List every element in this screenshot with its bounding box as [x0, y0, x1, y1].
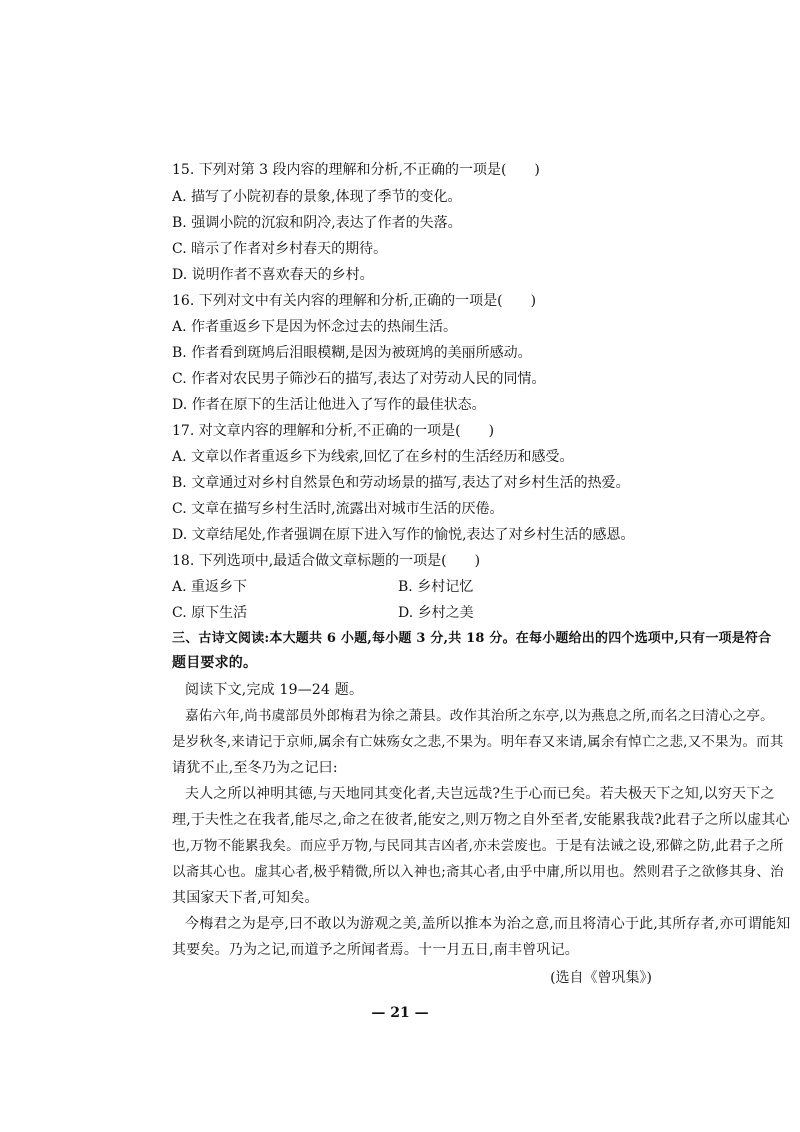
question-16-option-c: C. 作者对农民男子筛沙石的描写,表达了对劳动人民的同情。	[172, 371, 546, 387]
question-18-stem: 18. 下列选项中,最适合做文章标题的一项是( )	[172, 553, 481, 569]
question-18-option-c: C. 原下生活	[172, 605, 248, 621]
question-17-option-a: A. 文章以作者重返乡下为线索,回忆了在乡村的生活经历和感受。	[172, 449, 574, 465]
question-16-option-d: D. 作者在原下的生活让他进入了写作的最佳状态。	[172, 397, 486, 413]
passage-line: 以斋其心也。虚其心者,极乎精微,所以入神也;斋其心者,由乎中庸,所以用也。然则君子之欲修其身、治	[172, 864, 784, 880]
section-three-heading: 三、古诗文阅读:本大题共 6 小题,每小题 3 分,共 18 分。在每小题给出的四个选项中,只有一项是符合	[172, 631, 772, 646]
passage-line: 也,万物不能累我矣。而应乎万物,与民同其吉凶者,亦未尝废也。于是有法诫之设,邪僻之防,此君子之所	[172, 838, 784, 854]
passage-line: 今梅君之为是亭,曰不敢以为游观之美,盖所以推本为治之意,而且将清心于此,其所存者,亦可谓能知	[185, 916, 791, 932]
question-18-option-b: B. 乡村记忆	[398, 579, 474, 595]
question-15-option-d: D. 说明作者不喜欢春天的乡村。	[172, 267, 374, 283]
passage-line: 是岁秋冬,来请记于京师,属余有亡妹殇女之悲,不果为。明年春又来请,属余有悼亡之悲,又不果为。而其	[172, 734, 784, 750]
passage-line: 嘉佑六年,尚书虞部员外郎梅君为徐之萧县。改作其治所之东亭,以为燕息之所,而名之曰清心之亭。	[185, 708, 774, 724]
passage-line: 夫人之所以神明其德,与天地同其变化者,夫岂远哉?生于心而已矣。若夫极天下之知,以穷天下之	[185, 786, 775, 802]
question-15-option-c: C. 暗示了作者对乡村春天的期待。	[172, 241, 388, 257]
passage-line: 其要矣。乃为之记,而道予之所闻者焉。十一月五日,南丰曾巩记。	[172, 942, 579, 958]
question-17-stem: 17. 对文章内容的理解和分析,不正确的一项是( )	[172, 423, 495, 439]
question-15-option-b: B. 强调小院的沉寂和阴冷,表达了作者的失落。	[172, 215, 462, 231]
question-17-option-d: D. 文章结尾处,作者强调在原下进入写作的愉悦,表达了对乡村生活的感恩。	[172, 527, 635, 543]
question-15-option-a: A. 描写了小院初春的景象,体现了季节的变化。	[172, 189, 462, 205]
question-15-stem: 15. 下列对第 3 段内容的理解和分析,不正确的一项是( )	[172, 162, 540, 178]
section-three-heading-continued: 题目要求的。	[172, 655, 258, 671]
question-16-stem: 16. 下列对文中有关内容的理解和分析,正确的一项是( )	[172, 293, 537, 309]
question-16-option-b: B. 作者看到斑鸠后泪眼模糊,是因为被斑鸠的美丽所感动。	[172, 345, 532, 361]
question-18-option-d: D. 乡村之美	[398, 605, 474, 621]
passage-line: 请犹不止,至冬乃为之记曰:	[172, 760, 338, 776]
passage-line: 其国家天下者,可知矣。	[172, 890, 319, 906]
question-18-option-a: A. 重返乡下	[172, 579, 248, 595]
question-16-option-a: A. 作者重返乡下是因为怀念过去的热闹生活。	[172, 319, 458, 335]
reading-instruction: 阅读下文,完成 19—24 题。	[185, 682, 364, 698]
passage-source: (选自《曾巩集》)	[550, 970, 652, 986]
page-number: — 21 —	[371, 1005, 429, 1021]
passage-line: 理,于夫性之在我者,能尽之,命之在彼者,能安之,则万物之自外至者,安能累我哉?此君子之所以虚其心	[172, 812, 790, 828]
question-17-option-b: B. 文章通过对乡村自然景色和劳动场景的描写,表达了对乡村生活的热爱。	[172, 475, 630, 491]
question-17-option-c: C. 文章在描写乡村生活时,流露出对城市生活的厌倦。	[172, 501, 504, 517]
